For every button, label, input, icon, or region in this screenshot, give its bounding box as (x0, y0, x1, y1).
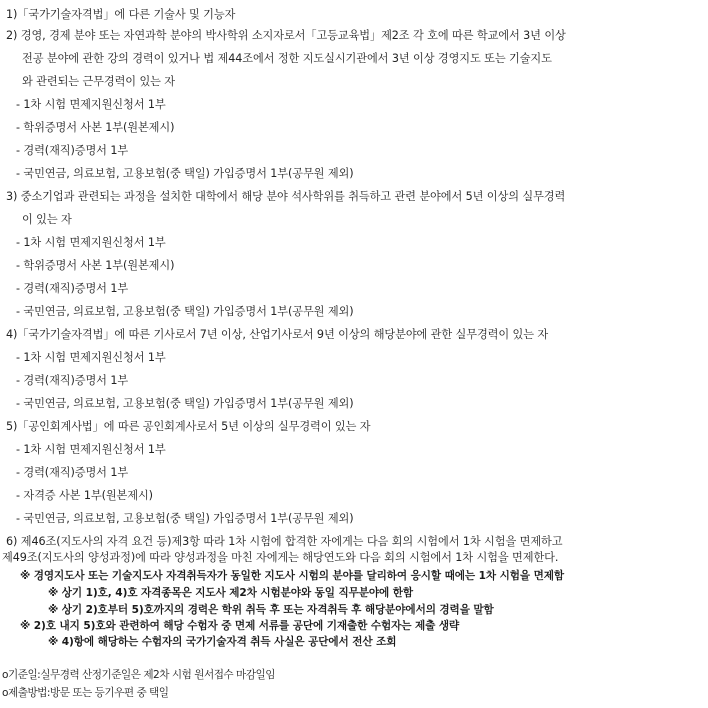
section-2-item: - 국민연금, 의료보험, 고용보험(중 택일) 가입증명서 1부(공무원 제외) (16, 167, 354, 180)
footer-reference-date: o기준일:실무경력 산정기준일은 제2차 시험 원서접수 마감일임 (2, 669, 275, 681)
section-2-header-line-1: 2) 경영, 경제 분야 또는 자연과학 분야의 박사학위 소지자로서「고등교육법」제2조 각 호에 따른 학교에서 3년 이상 (6, 29, 566, 42)
section-4-header: 4)「국가기술자격법」에 따른 기사로서 7년 이상, 산업기사로서 9년 이상의 해당분야에 관한 실무경력이 있는 자 (6, 328, 549, 341)
section-5-item: - 자격증 사본 1부(원본제시) (16, 489, 153, 502)
section-5-item: - 1차 시험 면제지원신청서 1부 (16, 443, 166, 456)
section-6-line-1: 6) 제46조(지도사의 자격 요건 등)제3항 따라 1차 시험에 합격한 자에게는 다음 회의 시험에서 1차 시험을 면제하고 (6, 535, 563, 548)
section-3-header-line-1: 3) 중소기업과 관련되는 과정을 설치한 대학에서 해당 분야 석사학위를 취득하고 관련 분야에서 5년 이상의 실무경력 (6, 190, 566, 203)
section-4-item: - 국민연금, 의료보험, 고용보험(중 택일) 가입증명서 1부(공무원 제외) (16, 397, 354, 410)
section-6-line-2: 제49조(지도사의 양성과정)에 따라 양성과정을 마친 자에게는 해당연도와 다음 회의 시험에서 1차 시험을 면제한다. (2, 551, 559, 564)
section-5-item: - 국민연금, 의료보험, 고용보험(중 택일) 가입증명서 1부(공무원 제외) (16, 512, 354, 525)
section-3-item: - 국민연금, 의료보험, 고용보험(중 택일) 가입증명서 1부(공무원 제외) (16, 305, 354, 318)
section-3-item: - 1차 시험 면제지원신청서 1부 (16, 236, 166, 249)
section-2-header-line-2: 전공 분야에 관한 강의 경력이 있거나 법 제44조에서 정한 지도실시기관에서 3년 이상 경영지도 또는 기술지도 (22, 52, 552, 65)
note-document-omission: ※ 2)호 내지 5)호와 관련하여 해당 수험자 중 면제 서류를 공단에 기재출한 수험자는 제출 생략 (20, 620, 460, 632)
note-field-restriction: ※ 상기 1)호, 4)호 자격종목은 지도사 제2차 시험분야와 동일 직무분야에 한함 (48, 587, 414, 599)
note-exemption: ※ 경영지도사 또는 기술지도사 자격취득자가 동일한 지도사 시험의 분야를 달리하여 응시할 때에는 1차 시험을 면제함 (20, 570, 564, 582)
section-2-item: - 학위증명서 사본 1부(원본제시) (16, 121, 175, 134)
section-5-header: 5)「공인회계사법」에 따른 공인회계사로서 5년 이상의 실무경력이 있는 자 (6, 420, 371, 433)
section-2-item: - 경력(재직)증명서 1부 (16, 144, 129, 157)
footer-submission-method: o제출방법:방문 또는 등기우편 중 택일 (2, 687, 169, 699)
note-electronic-inquiry: ※ 4)항에 해당하는 수험자의 국가기술자격 취득 사실은 공단에서 전산 조회 (48, 636, 397, 648)
section-5-item: - 경력(재직)증명서 1부 (16, 466, 129, 479)
section-4-item: - 1차 시험 면제지원신청서 1부 (16, 351, 166, 364)
note-career-definition: ※ 상기 2)호부터 5)호까지의 경력은 학위 취득 후 또는 자격취득 후 해당분야에서의 경력을 말함 (48, 604, 494, 616)
section-4-item: - 경력(재직)증명서 1부 (16, 374, 129, 387)
section-2-item: - 1차 시험 면제지원신청서 1부 (16, 98, 166, 111)
section-3-header-line-2: 이 있는 자 (22, 213, 72, 226)
section-1-header: 1)「국가기술자격법」에 다른 기술사 및 기능자 (6, 8, 236, 21)
section-2-header-line-3: 와 관련되는 근무경력이 있는 자 (22, 75, 176, 88)
section-3-item: - 경력(재직)증명서 1부 (16, 282, 129, 295)
section-3-item: - 학위증명서 사본 1부(원본제시) (16, 259, 175, 272)
